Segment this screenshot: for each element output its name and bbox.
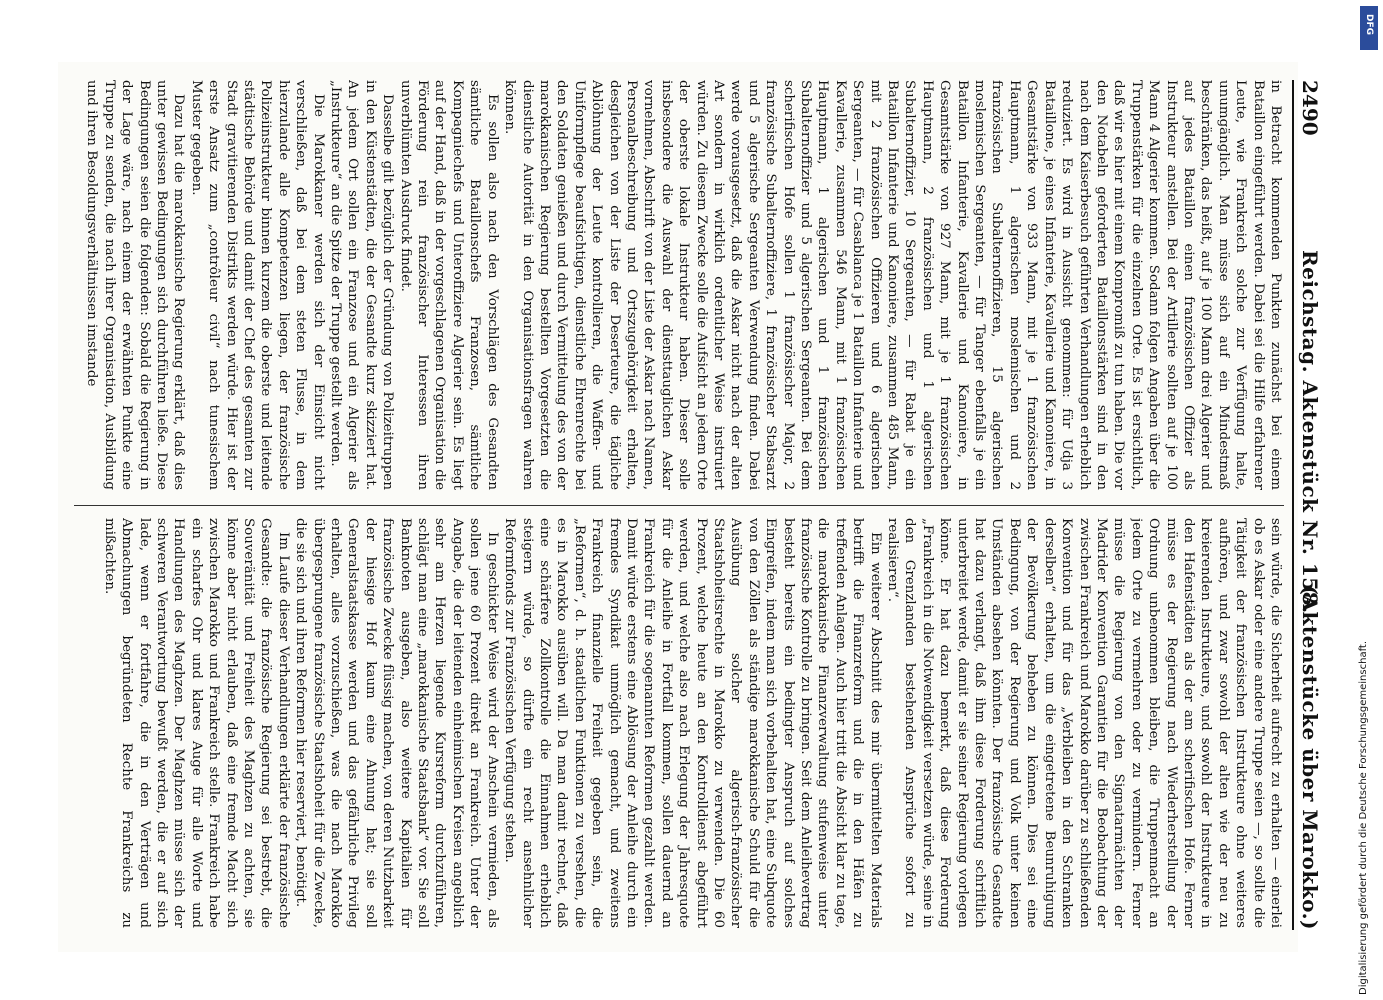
paragraph: Dasselbe gilt bezüglich der Gründung von Polizeitruppen in den Küstenstädten, die der Gesandte kurz skizziert hat. An jedem Ort sollen ein Franzose und ein Algerier als „Instrukteure“ an die Spitze der Truppe gestellt werden. (328, 80, 396, 490)
paragraph: in Betracht kommenden Punkten zunächst bei einem Bataillon eingeführt werden. Dabei sei die Hilfe erfahrener Leute, wie Frankreich solche zur Verfügung halte, unumgänglich. Man müsse sich auf ein Mindestmaß beschränken, das heißt, auf je 100 Mann drei Algerier und auf jedes Bataillon einen französischen Offizier als Instrukteur anstellen. Bei der Artillerie sollten auf je 100 Mann 4 Algerier kommen. Sodann folgen Angaben über die Truppenstärken für die einzelnen Orte. Es ist ersichtlich, daß wir es hier mit einem Kompromiß zu tun haben. Die vor den Notabeln geforderten Bataillonsstärken sind in den nach dem Kaiserbesuch geführten Verhandlungen erheblich reduziert. Es wird in Aussicht genommen: für Udja 3 Bataillone, je eines Infanterie, Kavallerie und Kanoniere, in Gesamtstärke von 933 Mann, mit je 1 französischen Hauptmann, 1 algerischen moslemischen und 2 französischen Subalternoffizieren, 15 algerischen moslemischen Sergeanten, — für Tanger ebenfalls je ein Bataillon Infanterie, Kavallerie und Kanoniere, in Gesamtstärke von 927 Mann, mit je 1 französischen Hauptmann, 2 französischen und 1 algerischen Subalternoffizier, 10 Sergeanten, — für Rabat je ein Bataillon Infanterie und Kanoniere, zusammen 485 Mann, mit 2 französischen Offizieren und 6 algerischen Sergeanten, — für Casablanca je 1 Bataillon Infanterie und Kavallerie, zusammen 546 Mann, mit 1 französischen Hauptmann, 1 algerischen und 1 französischen Subalternoffizier und 5 algerischen Sergeanten. Bei dem scherifischen Hofe sollen 1 französischer Major, 2 französische Subalternoffiziere, 1 französischer Stabsarzt und 5 algerische Sergeanten Verwendung finden. Dabei werde vorausgesetzt, daß die Askar nicht nach der alten Art sondern in wirklich ordentlicher Weise instruiert würden. Zu diesem Zwecke solle die Aufsicht an jedem Orte der oberste lokale Instrukteur haben. Dieser solle insbesondere die Auswahl der diensttauglichen Askar vornehmen, Abschrift von der Liste der Askar nach Namen, Personalbeschreibung und Ortszugehörigkeit erhalten, desgleichen von der Liste der Deserteure, die tägliche Ablöhnung der Leute kontrollieren, die Waffen- und Uniformpflege beaufsichtigen, dienstliche Ehrenrechte bei den Soldaten genießen und durch Vermittelung des von der marokkanischen Regierung bestellten Vorgesetzten die dienstliche Autorität in den Organisationsfragen wahren können. (502, 80, 1283, 490)
digitization-credit: Digitalisierung gefördert durch die Deutsche Forschungsgemeinschaft. (1358, 640, 1369, 995)
paragraph: Dazu hat die marokkanische Regierung erklärt, daß dies unter gewissen Bedingungen sich durchführen ließe. Diese Bedingungen seien die folgenden: Sobald die Regierung in der Lage wäre, nach einem der erwähnten Punkte eine Truppe zu senden, die nach ihrer Organisation, Ausbildung und ihren Besoldungsverhältnissen imstande (84, 80, 187, 490)
paragraph: Im Laufe dieser Verhandlungen erklärte der französische Gesandte: die französische Regierung sei bestrebt, die Souveränität und Freiheit des Maghzen zu achten, sie könne aber nicht erlauben, daß eine fremde Macht sich zwischen Marokko und Frankreich stelle. Frankreich habe ein scharfes Ohr und klares Auge für alle Worte und Handlungen des Maghzen. Der Maghzen müsse sich der schweren Verantwortung bewußt werden, die er auf sich lade, wenn er fortfahre, die in den Verträgen und Abmachungen begründeten Rechte Frankreichs zu mißachten. (101, 518, 291, 928)
column-divider (74, 505, 1284, 506)
page-title: (Aktenstücke über Marokko.) (1298, 585, 1322, 930)
page-header (1292, 80, 1324, 930)
paragraph: Die Marokkaner werden sich der Einsicht nicht verschließen, daß bei dem steten Flusse, in dem hierzulande alle Kompetenzen liegen, der französische Polizeiinstrukteur binnen kurzem die oberste und leitende städtische Behörde und damit der Chef des gesamten zur Stadt gravitierenden Distrikts werden würde. Hier ist der erste Ansatz zum „contrôleur civil“ nach tunesischem Muster gegeben. (188, 80, 326, 490)
page-number: 2490 (1298, 80, 1322, 136)
running-head: Reichstag. Aktenstück Nr. 158. (1298, 250, 1322, 614)
document-page (52, 62, 1332, 952)
dfg-logo (1360, 6, 1378, 50)
paragraph: In geschickter Weise wird der Anschein vermieden, als sollen jene 60 Prozent direkt an Frankreich. Unter der Angabe, die der leitenden einheimischen Kreisen angeblich sehr am Herzen liegende Kursreform durchzuführen, schlägt man eine „marokkanische Staatsbank“ vor. Sie soll Banknoten ausgeben, also weitere Kapitalien für französische Zwecke flüssig machen, von deren Nutzbarkeit der hiesige Hof kaum eine Ahnung hat; sie soll Generalstaatskasse werden und das gefährliche Privileg erhalten, alles vorzuschießen, was die nach Marokko übergesprungene französische Staatshoheit für die Zwecke, die sie sich und ihren Reformen hier reserviert, benötigt. (293, 518, 500, 928)
paragraph: Ein weiterer Abschnitt des mir übermittelten Materials betrifft die Finanzreform und die in den Häfen zu treffenden Anlagen. Auch hier tritt die Absicht klar zu tage, die marokkanische Finanzverwaltung stufenweise unter französische Kontrolle zu bringen. Seit dem Anleihevertrag besteht bereits ein bedingter Anspruch auf solches Eingreifen, indem man sich vorbehalten hat, eine Subquote von den Zöllen als ständige marokkanische Schuld für die Ausübung solcher algerisch-französischer Staatshoheitsrechte in Marokko zu verwenden. Die 60 Prozent, welche heute an den Kontrolldienst abgeführt werden, und welche also nach Erlegung der Jahresquote für die Anleihe in Fortfall kommen, sollen dauernd an Frankreich für die sogenannten Reformen gezahlt werden. Damit würde erstens eine Ablösung der Anleihe durch ein fremdes Syndikat unmöglich gemacht, und zweitens Frankreich finanzielle Freiheit gegeben sein, die „Reformen“, d. h. staatlichen Funktionen zu versehen, die es in Marokko ausüben will. Da man damit rechnet, daß eine schärfere Zollkontrolle die Einnahmen erheblich steigern würde, so dürfte ein recht ansehnlicher Reformfonds zur Französischen Verfügung stehen. (502, 518, 883, 928)
text-column-left (74, 80, 1284, 490)
dfg-logo-text: DFG (1364, 14, 1374, 36)
paragraph: Es sollen also nach den Vorschlägen des Gesandten sämtliche Bataillonschefs Franzosen, sämtliche Kompagniechefs und Unteroffiziere Algerier sein. Es liegt auf der Hand, daß in der vorgeschlagenen Organisation die Förderung rein französischer Interessen ihren unverblümten Ausdruck findet. (397, 80, 500, 490)
paragraph: sein würde, die Sicherheit aufrecht zu erhalten — einerlei ob es Askar oder eine andere Truppe seien —, so sollte die Tätigkeit der französischen Instrukteure ohne weiteres aufhören, und zwar sowohl der alten wie der neu zu kreierenden Instrukteure, und sowohl der Instrukteure in den Hafenstädten als der am scherifischen Hofe. Ferner müsse es der Regierung nach Wiederherstellung der Ordnung unbenommen bleiben, die Truppenmacht an jedem Orte zu vermehren oder zu vermindern. Ferner müsse die Regierung von den Signatarmächten der Madrider Konvention Garantien für die Beobachtung der zwischen Frankreich und Marokko darüber zu schließenden Konvention und für das „Verbleiben in den Schranken derselben“ erhalten, um die eingetretene Beunruhigung der Bevölkerung beheben zu können. Dies sei eine Bedingung, von der Regierung und Volk unter keinen Umständen absehen könnten. Der französische Gesandte hat dazu verlangt, daß ihm diese Forderung schriftlich unterbreitet werde, damit er sie seiner Regierung vorlegen könne. Er hat dazu bemerkt, daß diese Forderung „Frankreich in die Notwendigkeit versetzen würde, seine in den Grenzlanden bestehenden Ansprüche sofort zu realisieren“. (885, 518, 1283, 928)
text-column-right (74, 518, 1284, 928)
